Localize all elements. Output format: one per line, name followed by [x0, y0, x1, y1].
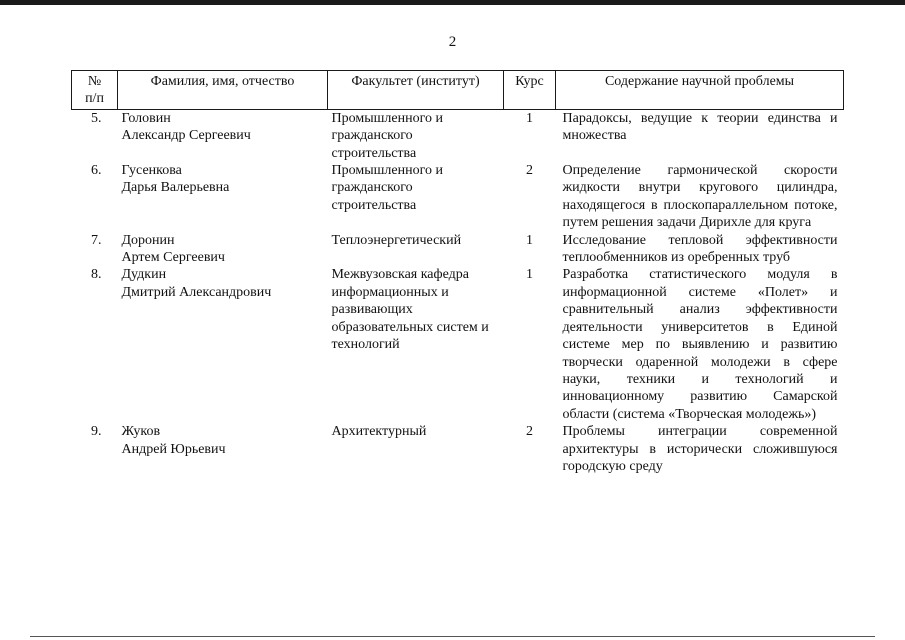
row-number: 8. — [91, 267, 102, 283]
header-num-line2: п/п — [85, 91, 104, 107]
student-surname: Головин — [121, 110, 171, 126]
student-given-names: Дарья Валерьевна — [121, 180, 230, 196]
row-number: 6. — [91, 163, 102, 179]
student-given-names: Андрей Юрьевич — [121, 441, 226, 457]
student-name — [118, 266, 328, 423]
scan-top-edge — [0, 0, 905, 5]
student-given-names: Артем Сергеевич — [121, 250, 225, 266]
faculty: Промышленного и гражданского строительства — [331, 110, 443, 161]
student-surname: Жуков — [121, 424, 161, 440]
page-number: 2 — [448, 34, 457, 50]
student-surname: Гусенкова — [121, 163, 182, 179]
header-faculty: Факультет (институт) — [328, 71, 504, 110]
student-given-names: Дмитрий Александрович — [121, 284, 272, 300]
faculty: Промышленного и гражданского строительства — [331, 163, 443, 213]
header-topic: Содержание научной проблемы — [556, 71, 844, 110]
research-topic: Определение гармонической скорости жидкости внутри кругового цилиндра, находящегося в плоскопараллельном потоке, путем решения задачи Дирихле для круга — [562, 163, 838, 231]
course: 2 — [526, 163, 533, 179]
student-name — [118, 109, 328, 162]
header-name: Фамилия, имя, отчество — [118, 71, 328, 110]
table-row — [72, 266, 844, 423]
faculty: Межвузовская кафедра информационных и развивающих образовательных систем и технологий — [331, 267, 489, 353]
header-num — [72, 71, 118, 110]
course: 1 — [526, 110, 533, 126]
course: 2 — [526, 424, 533, 440]
course: 1 — [526, 232, 533, 248]
student-name — [118, 232, 328, 267]
research-topic: Проблемы интеграции современной архитектуры в исторически сложившуюся городскую среду — [562, 424, 838, 474]
research-topic: Разработка статистического модуля в информационной системе «Полет» и сравнительный анализ эффективности деятельности университетов в Единой системе мер по выявлению и развитию творчески одаренной молодежи в сфере науки, техники и технологий и инновационному развитию Самарской области (система «Творческая молодежь») — [562, 267, 838, 422]
header-num-line1: № — [87, 74, 102, 89]
table-row — [72, 109, 844, 162]
student-name — [118, 162, 328, 232]
header-course: Курс — [504, 71, 556, 110]
student-surname: Доронин — [121, 232, 175, 248]
table-row — [72, 423, 844, 475]
research-topic: Исследование тепловой эффективности теплообменников из оребренных труб — [562, 232, 838, 266]
course: 1 — [526, 267, 533, 283]
row-number: 7. — [91, 232, 102, 248]
table-row — [72, 162, 844, 232]
faculty: Архитектурный — [331, 424, 427, 440]
table-row — [72, 232, 844, 267]
student-name — [118, 423, 328, 475]
student-surname: Дудкин — [121, 267, 167, 283]
row-number: 5. — [91, 110, 102, 126]
student-given-names: Александр Сергеевич — [121, 128, 251, 144]
research-topic: Парадоксы, ведущие к теории единства и множества — [562, 110, 838, 144]
faculty: Теплоэнергетический — [331, 232, 462, 248]
table-header-row — [72, 71, 844, 110]
row-number: 9. — [91, 424, 102, 440]
scan-bottom-edge — [30, 636, 875, 637]
students-table — [71, 70, 844, 475]
